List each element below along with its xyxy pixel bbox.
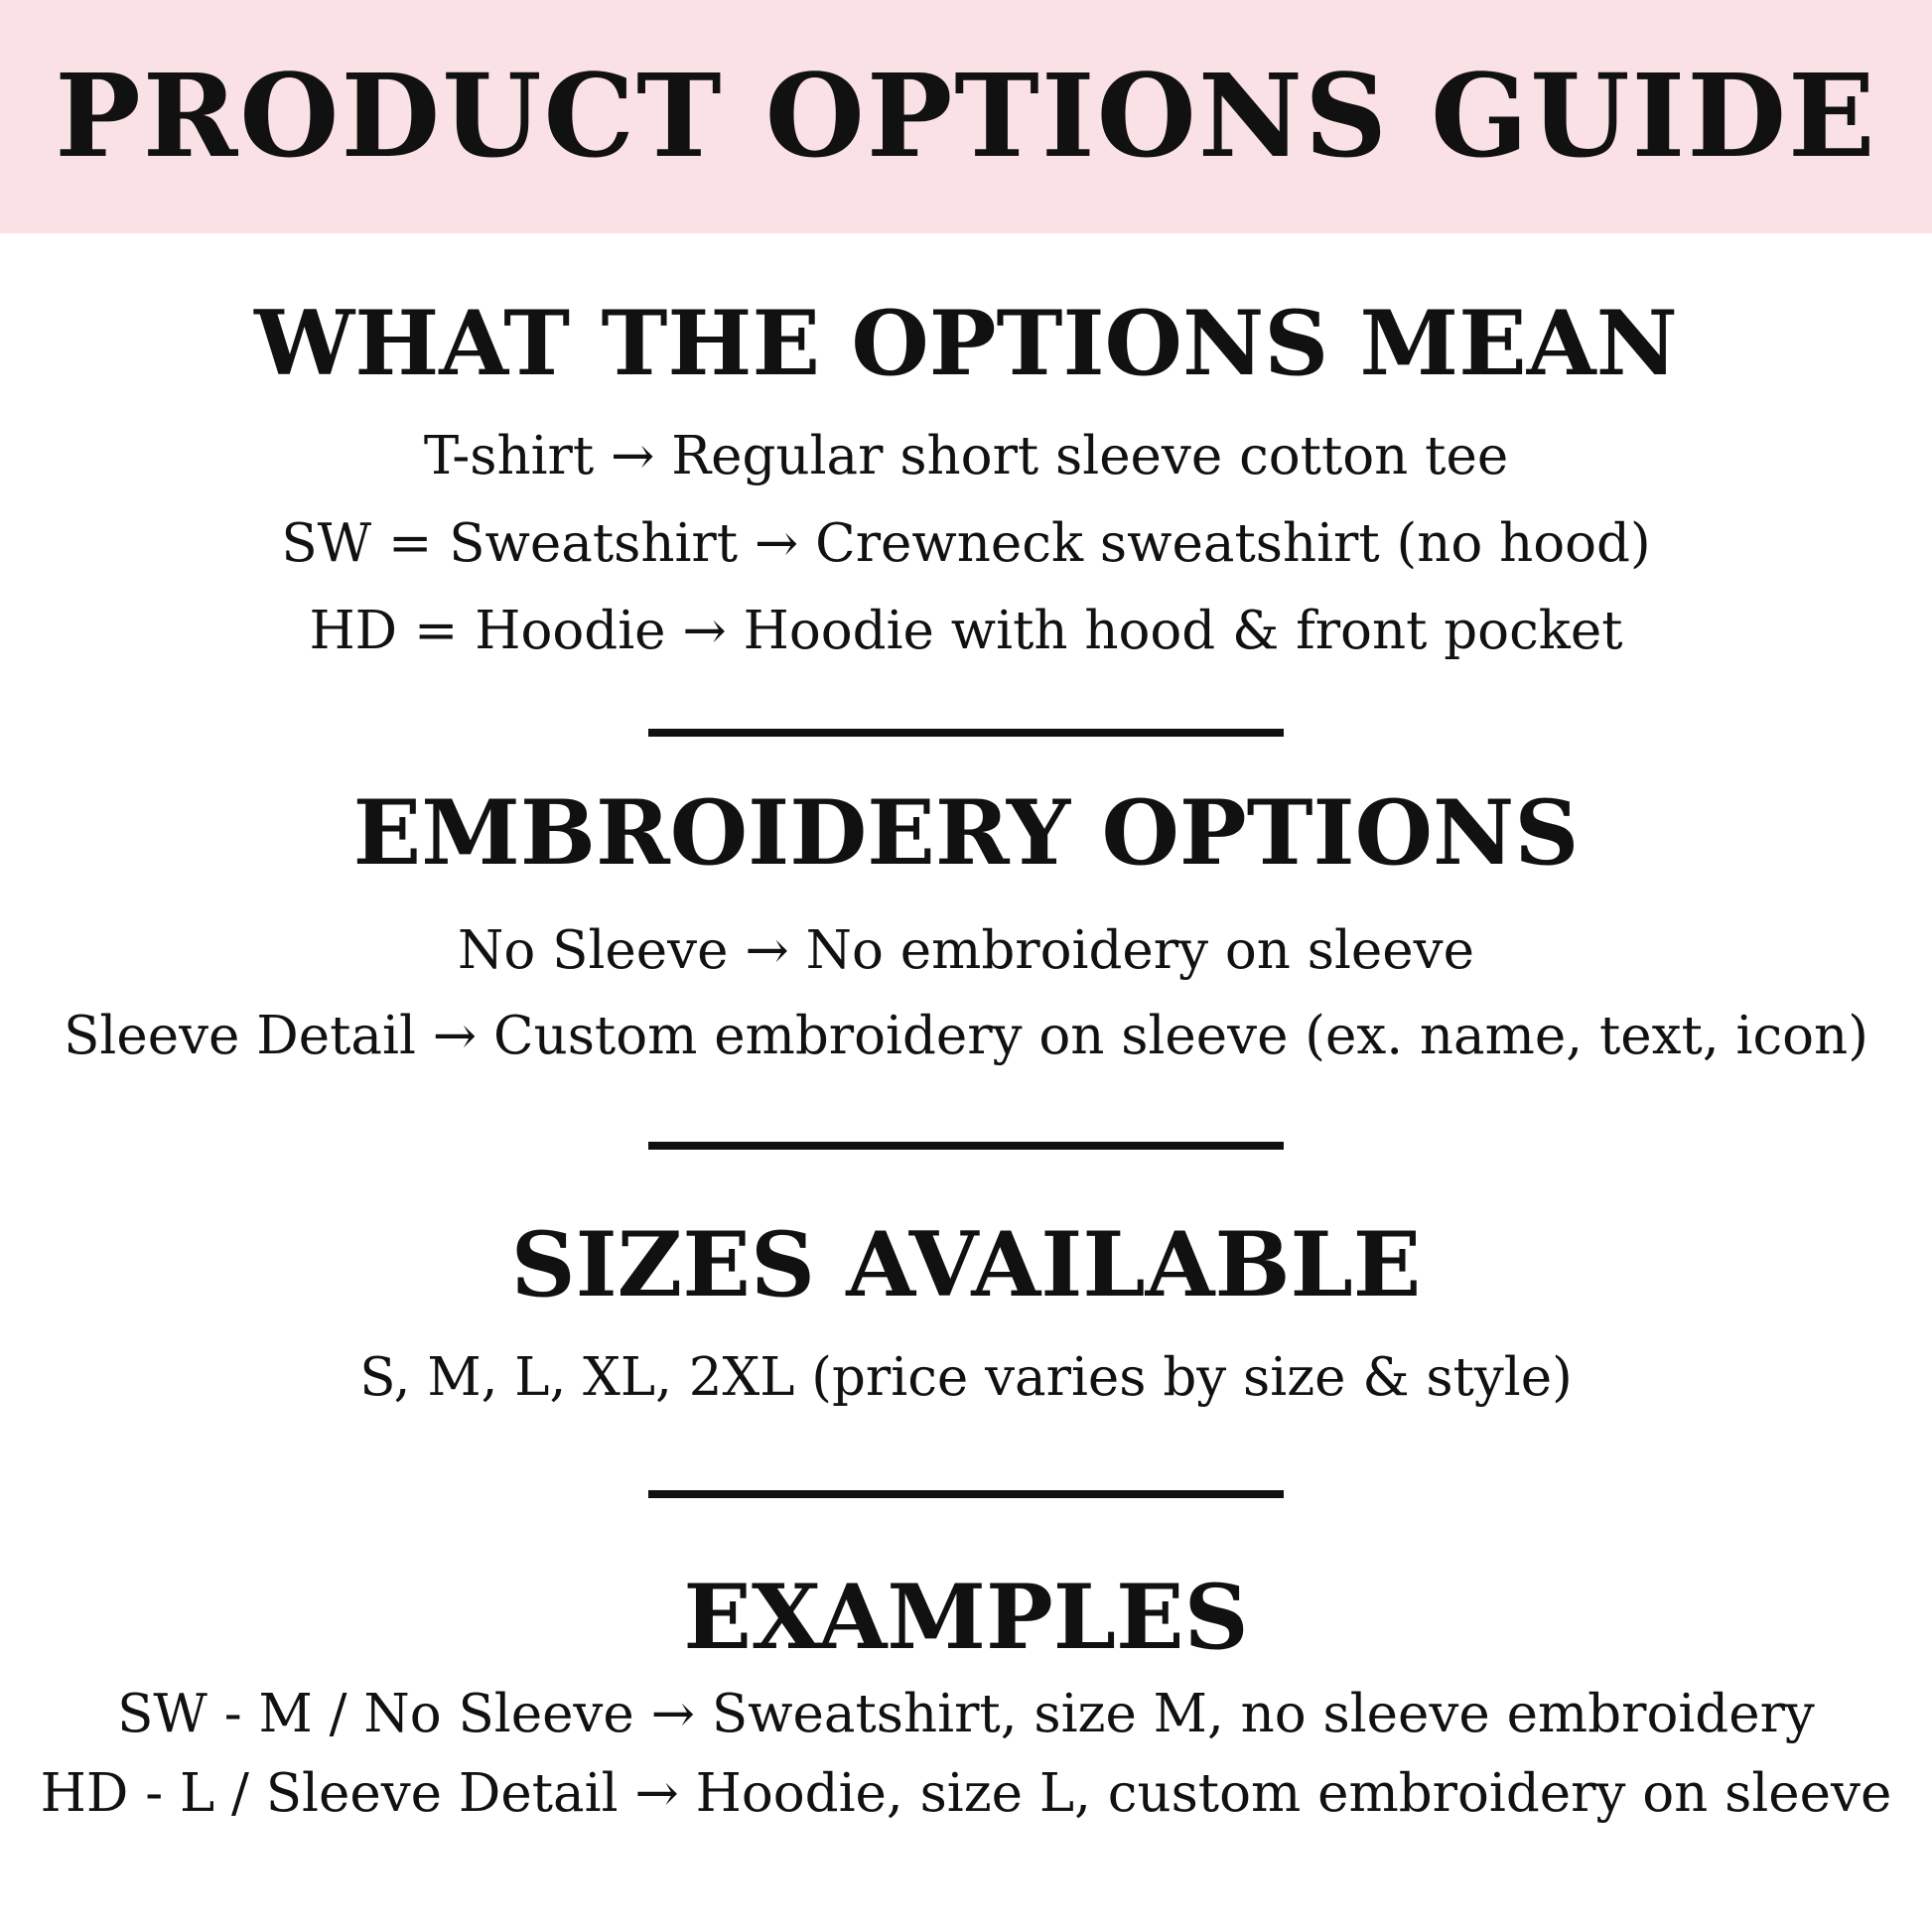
section-divider [648,1142,1284,1150]
section-heading-examples: EXAMPLES [683,1565,1249,1670]
section-heading-embroidery: EMBROIDERY OPTIONS [352,780,1580,886]
section-divider [648,1490,1284,1498]
example-line-hoodie: HD - L / Sleeve Detail → Hoodie, size L, custom embroidery on sleeve [40,1763,1892,1824]
page-title: PRODUCT OPTIONS GUIDE [55,50,1877,184]
example-line-sweatshirt: SW - M / No Sleeve → Sweatshirt, size M, no sleeve embroidery [117,1684,1815,1744]
option-line-hoodie: HD = Hoodie → Hoodie with hood & front pocket [309,601,1623,661]
section-heading-sizes: SIZES AVAILABLE [510,1212,1422,1317]
section-heading-options-meaning: WHAT THE OPTIONS MEAN [254,291,1678,396]
title-band [0,0,1932,233]
sizes-line: S, M, L, XL, 2XL (price varies by size & style) [359,1347,1573,1408]
section-divider [648,729,1284,737]
option-line-sweatshirt: SW = Sweatshirt → Crewneck sweatshirt (no hood) [281,513,1651,574]
embroidery-line-sleeve-detail: Sleeve Detail → Custom embroidery on sleeve (ex. name, text, icon) [64,1006,1868,1066]
option-line-tshirt: T-shirt → Regular short sleeve cotton tee [423,426,1509,486]
embroidery-line-no-sleeve: No Sleeve → No embroidery on sleeve [458,920,1474,981]
